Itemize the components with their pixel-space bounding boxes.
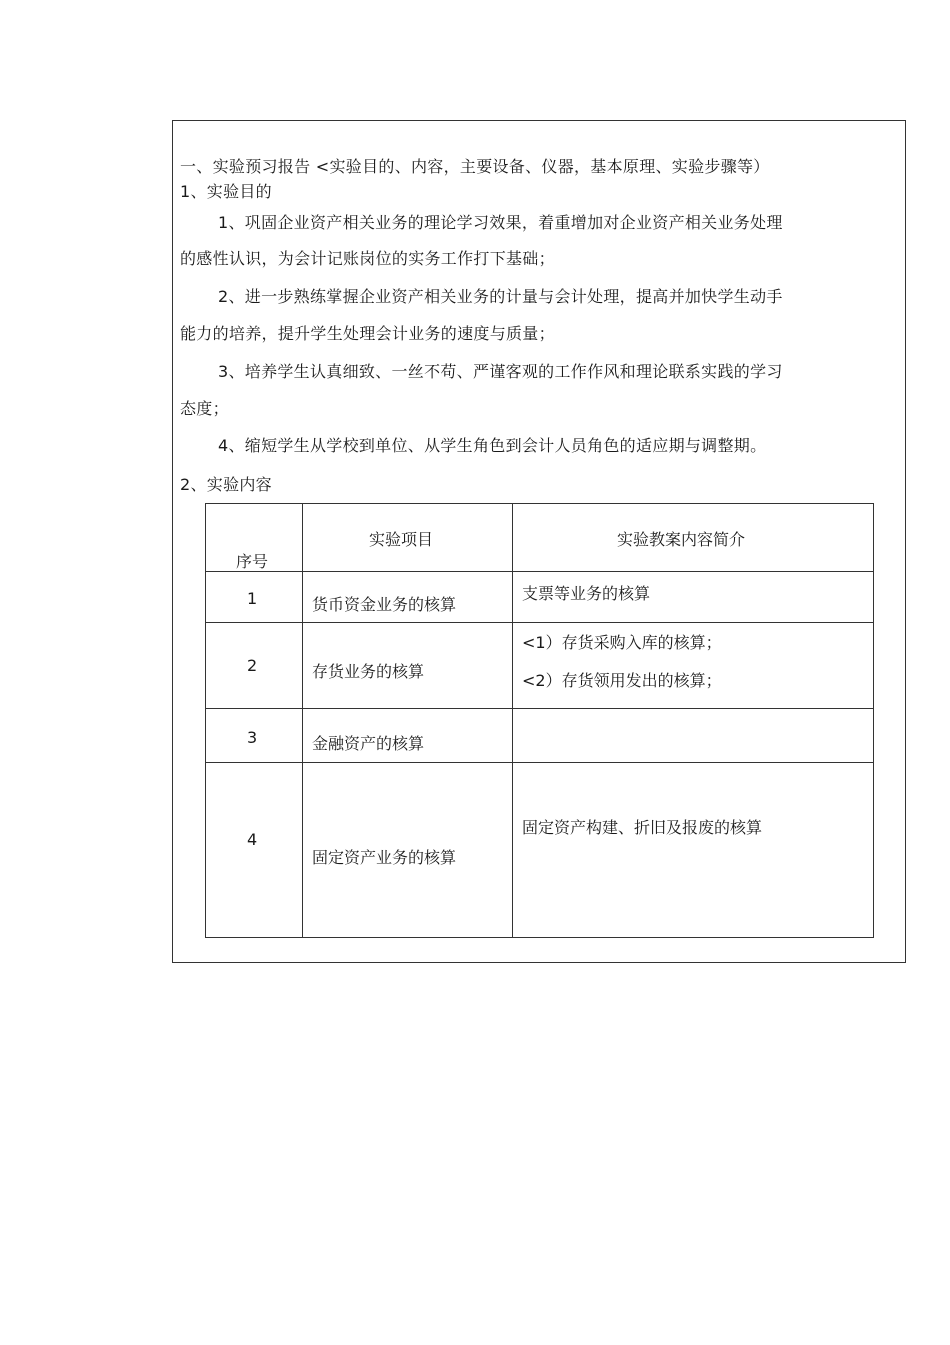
table-header-row: [206, 504, 874, 572]
section2-title: 2、实验内容: [180, 475, 272, 494]
table-row: [206, 623, 874, 709]
header-item-cell: [303, 504, 513, 572]
header-no-cell: [206, 504, 303, 572]
purpose-2-line2: 能力的培养，提升学生处理会计业务的速度与质量；: [180, 324, 555, 343]
row-1-item: 货币资金业务的核算: [312, 595, 457, 614]
purpose-3-line2: 态度；: [180, 399, 229, 418]
row-3-no: 3: [247, 728, 258, 747]
header-desc-cell: [513, 504, 874, 572]
row-2-desc-2: <2）存货领用发出的核算；: [522, 671, 722, 690]
table-row: [206, 763, 874, 938]
purpose-1-line1: 1、巩固企业资产相关业务的理论学习效果，着重增加对企业资产相关业务处理: [218, 213, 783, 232]
purpose-1-line2: 的感性认识，为会计记账岗位的实务工作打下基础；: [180, 249, 555, 268]
header-item: 实验项目: [369, 530, 434, 549]
report-heading: 一、实验预习报告 <实验目的、内容，主要设备、仪器，基本原理、实验步骤等）: [180, 157, 770, 176]
table-row: [206, 572, 874, 623]
row-4-no: 4: [247, 830, 258, 849]
row-1-desc-1: 支票等业务的核算: [522, 584, 651, 603]
purpose-4-line1: 4、缩短学生从学校到单位、从学生角色到会计人员角色的适应期与调整期。: [218, 436, 767, 455]
row-1-no: 1: [247, 589, 258, 608]
row-4-desc-1: 固定资产构建、折旧及报废的核算: [522, 818, 763, 837]
row-4-item: 固定资产业务的核算: [312, 848, 457, 867]
purpose-2-line1: 2、进一步熟练掌握企业资产相关业务的计量与会计处理，提高并加快学生动手: [218, 287, 783, 306]
row-2-item: 存货业务的核算: [312, 662, 425, 681]
row-2-desc-1: <1）存货采购入库的核算；: [522, 633, 722, 652]
header-desc: 实验教案内容简介: [617, 530, 746, 549]
purpose-3-line1: 3、培养学生认真细致、一丝不苟、严谨客观的工作作风和理论联系实践的学习: [218, 362, 783, 381]
experiment-content-table: [205, 503, 874, 938]
header-no: 序号: [236, 552, 269, 571]
row-2-no: 2: [247, 656, 258, 675]
section1-title: 1、实验目的: [180, 182, 272, 201]
table-row: [206, 709, 874, 763]
row-3-item: 金融资产的核算: [312, 734, 425, 753]
